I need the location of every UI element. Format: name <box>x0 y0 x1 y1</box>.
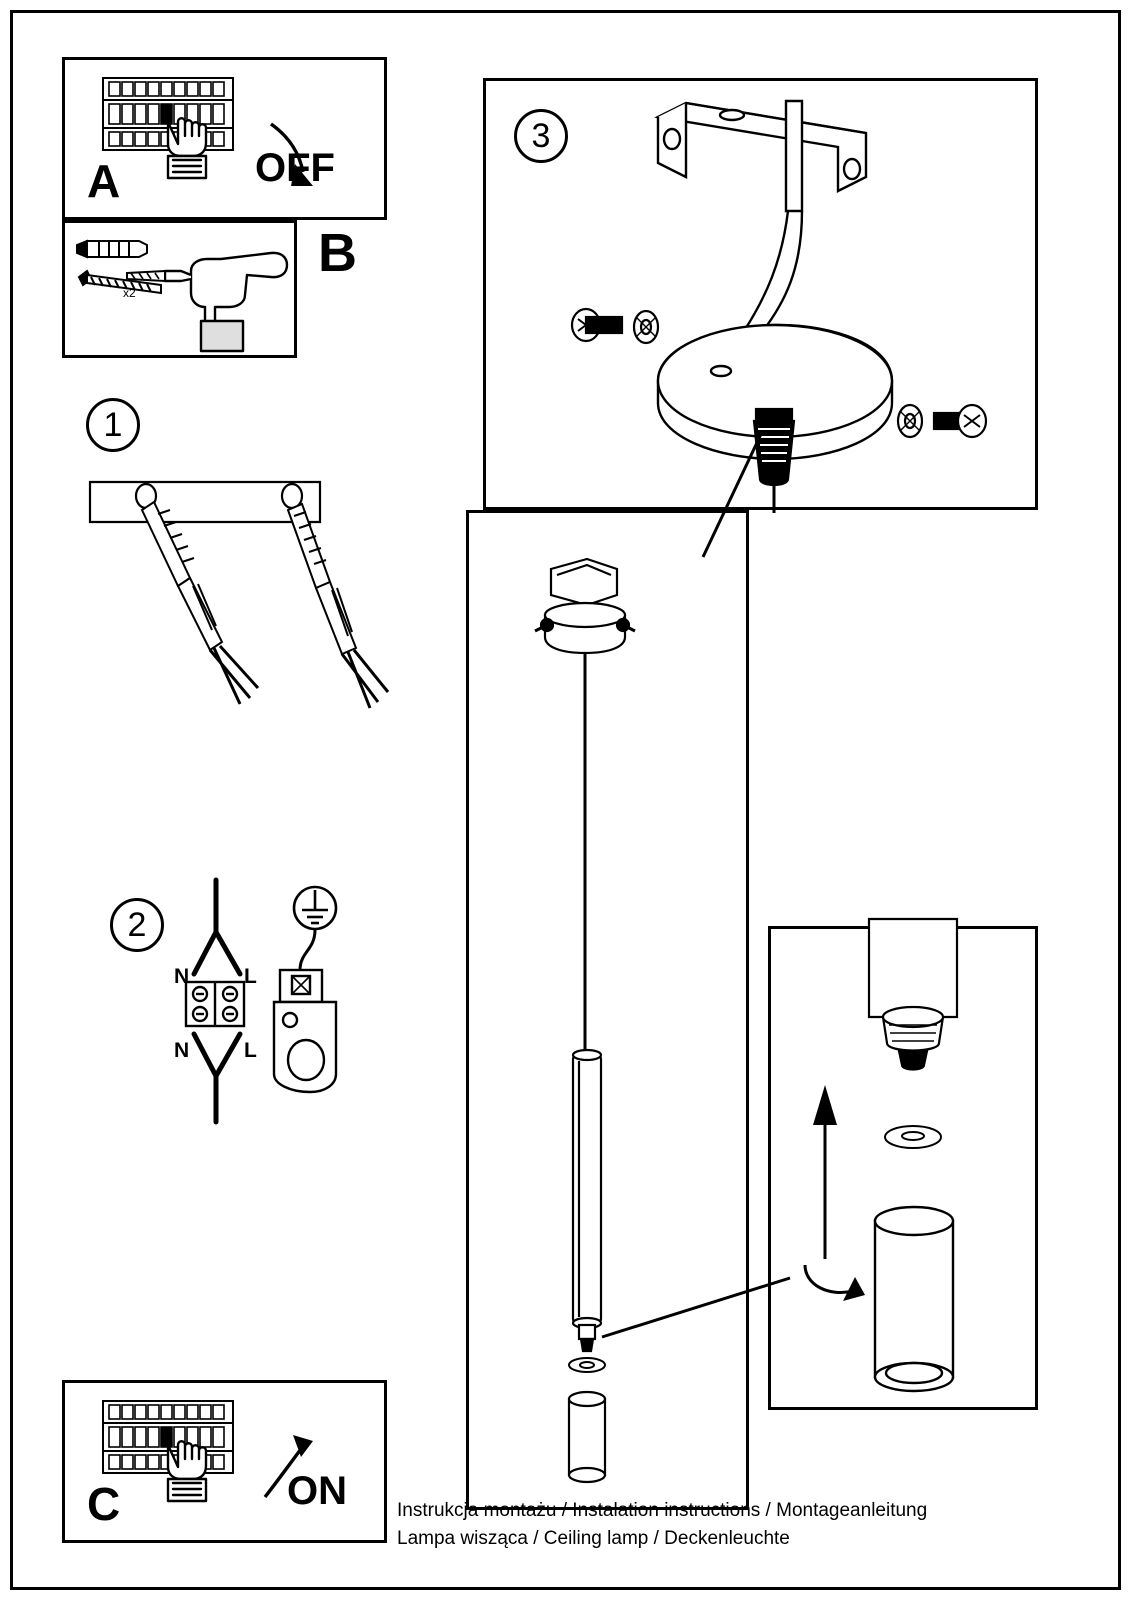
wall-plug-screw-drill-icon <box>65 223 300 361</box>
caption-line-2: Lampa wisząca / Ceiling lamp / Deckenleuchte <box>397 1528 790 1549</box>
panel-a <box>62 57 387 220</box>
ceiling-plate-mounting-icon <box>486 81 1041 513</box>
panel-c <box>62 1380 387 1543</box>
panel-b <box>62 220 297 358</box>
panel-bulb-detail <box>768 926 1038 1410</box>
mounting-bracket-with-screws-icon <box>62 460 422 720</box>
step-1-badge: 1 <box>86 398 140 452</box>
caption-line-1: Instrukcja montażu / Instalation instructions / Montageanleitung <box>397 1500 928 1521</box>
panel-c-action-label: ON <box>287 1469 347 1513</box>
step-3-badge: 3 <box>514 109 568 163</box>
terminal-block-wiring-icon <box>150 870 410 1130</box>
step-2-label-l-bottom: L <box>244 1039 257 1062</box>
step-1-illustration <box>62 460 422 720</box>
panel-a-letter: A <box>87 155 121 207</box>
step-2-label-l-top: L <box>244 965 257 988</box>
step-2-badge: 2 <box>110 898 164 952</box>
pendant-lamp-assembly-icon <box>469 513 752 1513</box>
panel-step-3 <box>483 78 1038 510</box>
bulb-insert-rotate-icon <box>771 929 1041 1413</box>
step-2-label-n-top: N <box>174 965 190 988</box>
panel-c-letter: C <box>87 1478 121 1530</box>
panel-b-quantity: x2 <box>123 286 136 300</box>
panel-b-letter: B <box>318 223 357 283</box>
step-2-label-n-bottom: N <box>174 1039 190 1062</box>
step-2-illustration <box>150 870 410 1130</box>
panel-a-action-label: OFF <box>255 146 335 190</box>
panel-lamp-assembly <box>466 510 749 1510</box>
